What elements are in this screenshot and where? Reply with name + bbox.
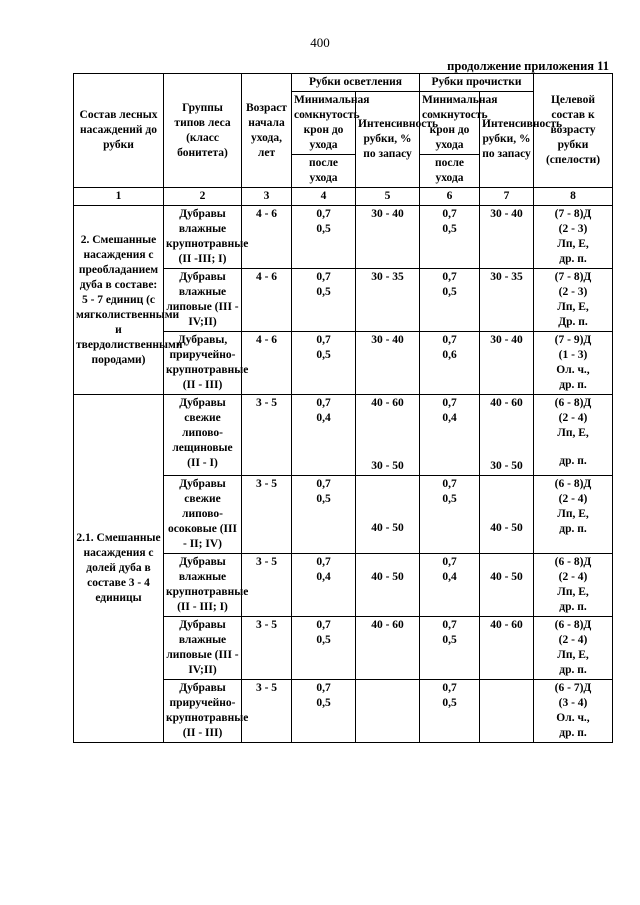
min-density: 0,7 0,4 <box>292 395 356 476</box>
intensity: 40 - 60 30 - 50 <box>356 395 420 476</box>
thin-intensity <box>480 680 534 743</box>
target-composition: (7 - 8)Д (2 - 3) Лп, Е, Др. п. <box>534 269 613 332</box>
target-composition: (7 - 8)Д (2 - 3) Лп, Е, др. п. <box>534 206 613 269</box>
forest-type: Дубравы свежие липово-осоковые (III - II; IV) <box>164 476 242 554</box>
intensity: 30 - 35 <box>356 269 420 332</box>
group-composition: 2. Смешанные насаждения с преобладанием дуба в составе: 5 - 7 единиц (с мягколиственными и твердолиственными породами) <box>74 206 164 395</box>
thin-intensity: 30 - 40 <box>480 206 534 269</box>
thin-density: 0,7 0,5 <box>420 269 480 332</box>
thin-density: 0,7 0,4 <box>420 395 480 476</box>
target-composition: (6 - 8)Д (2 - 4) Лп, Е, др. п. <box>534 395 613 476</box>
intensity: 40 - 50 <box>356 554 420 617</box>
start-age: 4 - 6 <box>242 269 292 332</box>
table-row <box>74 395 613 476</box>
col-number: 4 <box>292 188 356 206</box>
min-density: 0,7 0,5 <box>292 617 356 680</box>
header-after-care: после ухода <box>292 155 356 188</box>
header-thinning: Рубки прочистки <box>420 74 534 92</box>
col-number: 1 <box>74 188 164 206</box>
forest-type: Дубравы влажные крупнотравные (II -III; I) <box>164 206 242 269</box>
continuation-label: продолжение приложения 11 <box>447 59 609 73</box>
start-age: 3 - 5 <box>242 680 292 743</box>
start-age: 4 - 6 <box>242 206 292 269</box>
target-composition: (6 - 7)Д (3 - 4) Ол. ч., др. п. <box>534 680 613 743</box>
thin-density: 0,7 0,5 <box>420 476 480 554</box>
target-composition: (6 - 8)Д (2 - 4) Лп, Е, др. п. <box>534 554 613 617</box>
col-number: 6 <box>420 188 480 206</box>
forest-type: Дубравы влажные крупнотравные (II - III; I) <box>164 554 242 617</box>
silviculture-table <box>73 73 613 743</box>
start-age: 3 - 5 <box>242 476 292 554</box>
header-thin-after-care: после ухода <box>420 155 480 188</box>
min-density: 0,7 0,5 <box>292 476 356 554</box>
target-composition: (6 - 8)Д (2 - 4) Лп, Е, др. п. <box>534 476 613 554</box>
start-age: 3 - 5 <box>242 554 292 617</box>
col-number: 8 <box>534 188 613 206</box>
group-composition: 2.1. Смешанные насаждения с долей дуба в составе 3 - 4 единицы <box>74 395 164 743</box>
min-density: 0,7 0,5 <box>292 206 356 269</box>
intensity <box>356 680 420 743</box>
header-forest-types: Группы типов леса (класс бонитета) <box>164 74 242 188</box>
thin-intensity: 30 - 35 <box>480 269 534 332</box>
forest-type: Дубравы влажные липовые (III - IV;II) <box>164 269 242 332</box>
thin-density: 0,7 0,5 <box>420 680 480 743</box>
header-composition: Состав лесных насаждений до рубки <box>74 74 164 188</box>
min-density: 0,7 0,5 <box>292 680 356 743</box>
target-composition: (6 - 8)Д (2 - 4) Лп, Е, др. п. <box>534 617 613 680</box>
header-min-density: Минимальная сомкнутость крон до ухода <box>292 92 356 155</box>
forest-type: Дубравы приручейно-крупнотравные (II - III) <box>164 680 242 743</box>
target-composition: (7 - 9)Д (1 - 3) Ол. ч., др. п. <box>534 332 613 395</box>
col-number: 5 <box>356 188 420 206</box>
page-number: 400 <box>310 35 330 50</box>
start-age: 3 - 5 <box>242 395 292 476</box>
table-row <box>74 206 613 269</box>
min-density: 0,7 0,4 <box>292 554 356 617</box>
forest-type: Дубравы, приручейно-крупнотравные (II - III) <box>164 332 242 395</box>
forest-type: Дубравы свежие липово-лещиновые (II - I) <box>164 395 242 476</box>
thin-density: 0,7 0,5 <box>420 617 480 680</box>
thin-intensity: 40 - 60 30 - 50 <box>480 395 534 476</box>
forest-type: Дубравы влажные липовые (III - IV;II) <box>164 617 242 680</box>
col-number: 7 <box>480 188 534 206</box>
col-number: 3 <box>242 188 292 206</box>
header-target: Целевой состав к возрасту рубки (спелости) <box>534 74 613 188</box>
thin-density: 0,7 0,6 <box>420 332 480 395</box>
intensity: 30 - 40 <box>356 332 420 395</box>
header-thin-min-density: Минимальная сомкнутость крон до ухода <box>420 92 480 155</box>
intensity: 40 - 50 <box>356 476 420 554</box>
intensity: 40 - 60 <box>356 617 420 680</box>
start-age: 3 - 5 <box>242 617 292 680</box>
thin-intensity: 40 - 50 <box>480 554 534 617</box>
thin-intensity: 30 - 40 <box>480 332 534 395</box>
intensity: 30 - 40 <box>356 206 420 269</box>
thin-density: 0,7 0,5 <box>420 206 480 269</box>
header-thin-intensity: Интенсивность рубки, % по запасу <box>480 92 534 188</box>
start-age: 4 - 6 <box>242 332 292 395</box>
header-start-age: Возраст начала ухода, лет <box>242 74 292 188</box>
header-intensity: Интенсивность рубки, % по запасу <box>356 92 420 188</box>
min-density: 0,7 0,5 <box>292 269 356 332</box>
thin-density: 0,7 0,4 <box>420 554 480 617</box>
header-lighting: Рубки осветления <box>292 74 420 92</box>
min-density: 0,7 0,5 <box>292 332 356 395</box>
thin-intensity: 40 - 60 <box>480 617 534 680</box>
col-number: 2 <box>164 188 242 206</box>
thin-intensity: 40 - 50 <box>480 476 534 554</box>
